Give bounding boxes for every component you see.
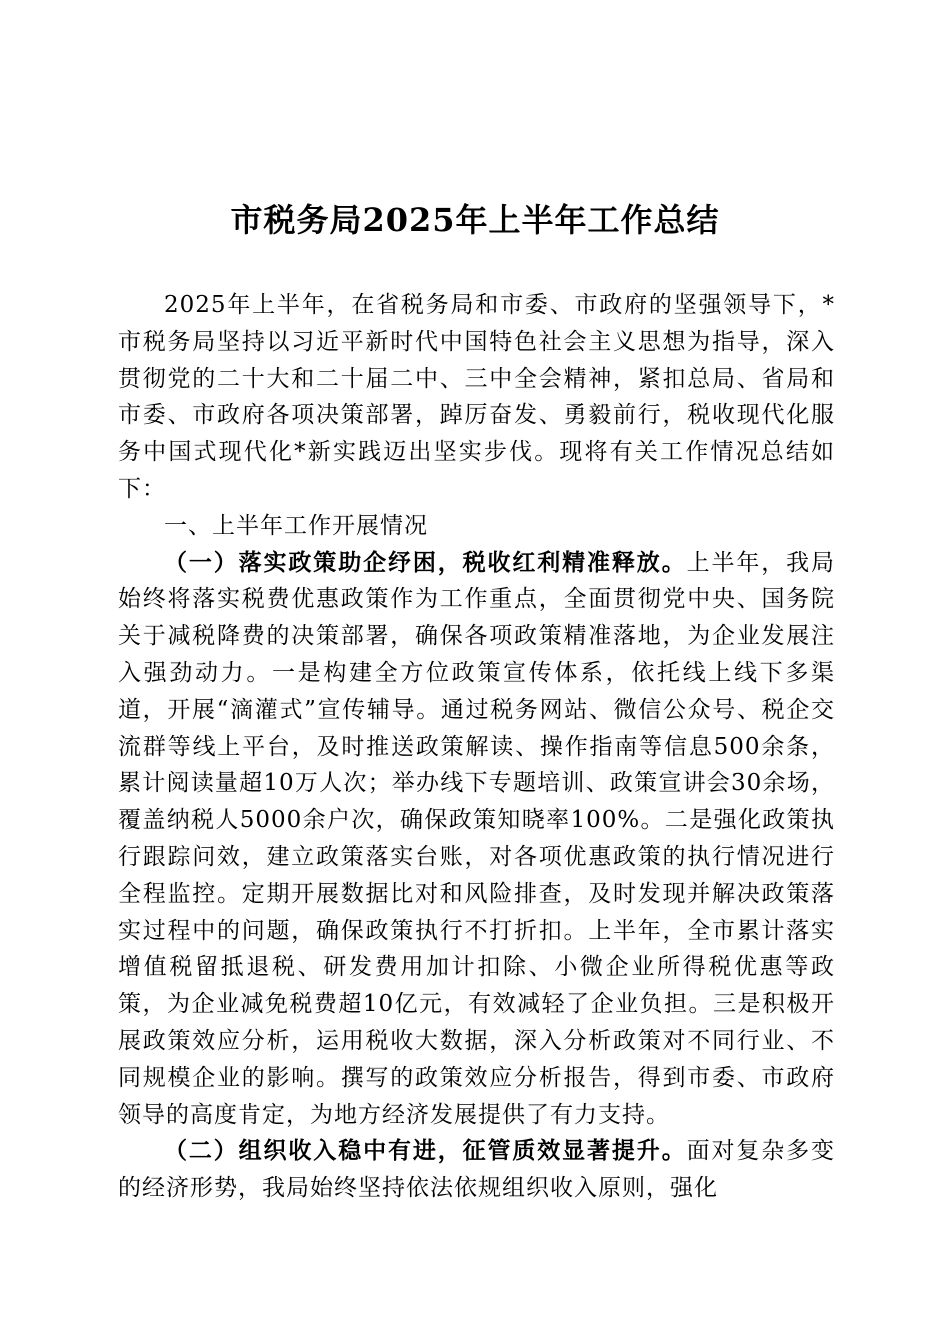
document-body (118, 287, 835, 1207)
subsection-2-lead: （二）组织收入稳中有进，征管质效显著提升。 (164, 1137, 687, 1165)
document-title: 市税务局2025年上半年工作总结 (230, 201, 720, 239)
section-heading-1: 一、上半年工作开展情况 (164, 512, 428, 539)
subsection-1-lead: （一）落实政策助企纾困，税收红利精准释放。 (164, 548, 687, 576)
intro-paragraph: 2025年上半年，在省税务局和市委、市政府的坚强领导下，*市税务局坚持以习近平新时代中国特色社会主义思想为指导，深入贯彻党的二十大和二十届二中、三中全会精神，紧扣总局、省局和市委、市政府各项决策部署，踔厉奋发、勇毅前行，税收现代化服务中国式现代化*新实践迈出坚实步伐。现将有关工作情况总结如下： (118, 292, 835, 502)
subsection-2-paragraph (118, 1133, 835, 1207)
subsection-2-body: 面对复杂多变的经济形势，我局始终坚持依法依规组织收入原则，强化 (118, 1138, 836, 1202)
subsection-1-body: 上半年，我局始终将落实税费优惠政策作为工作重点，全面贯彻党中央、国务院关于减税降费的决策部署，确保各项政策精准落地，为企业发展注入强劲动力。一是构建全方位政策宣传体系，依托线上线下多渠道，开展“滴灌式”宣传辅导。通过税务网站、微信公众号、税企交流群等线上平台，及时推送政策解读、操作指南等信息500余条，累计阅读量超10万人次；举办线下专题培训、政策宣讲会30余场，覆盖纳税人5000余户次，确保政策知晓率100%。二是强化政策执行跟踪问效，建立政策落实台账，对各项优惠政策的执行情况进行全程监控。定期开展数据比对和风险排查，及时发现并解决政策落实过程中的问题，确保政策执行不打折扣。上半年，全市累计落实增值税留抵退税、研发费用加计扣除、小微企业所得税优惠等政策，为企业减免税费超10亿元，有效减轻了企业负担。三是积极开展政策效应分析，运用税收大数据，深入分析政策对不同行业、不同规模企业的影响。撰写的政策效应分析报告，得到市委、市政府领导的高度肯定，为地方经济发展提供了有力支持。 (118, 549, 836, 1128)
subsection-1-paragraph (118, 545, 835, 1134)
